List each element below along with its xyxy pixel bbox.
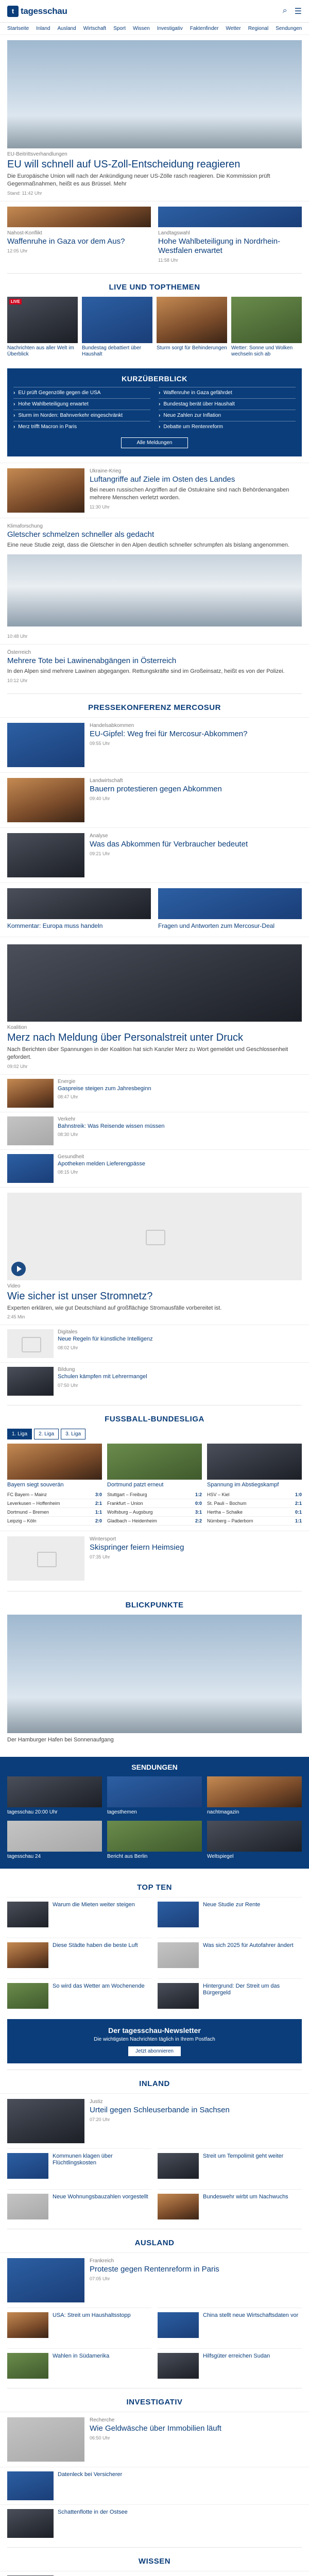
bundesliga-tab[interactable]: 2. Liga (34, 1429, 59, 1439)
bundesliga-match[interactable] (7, 1508, 102, 1517)
kurz-item[interactable]: › Debatte um Rentenreform (159, 421, 296, 432)
section-title-presse: PRESSEKONFERENZ MERCOSUR (7, 693, 302, 717)
small-kicker: Bildung (58, 1367, 75, 1373)
small-headline[interactable]: Neue Regeln für künstliche Intelligenz (58, 1336, 153, 1343)
small-teaser[interactable] (0, 1362, 309, 1400)
sendung-title: nachtmagazin (207, 1809, 239, 1815)
story-teaser[interactable] (0, 772, 309, 827)
section-lead-headline[interactable]: Urteil gegen Schleuserbande in Sachsen (90, 2105, 230, 2114)
bundesliga-match[interactable] (107, 1499, 202, 1508)
bundesliga-module (0, 1429, 309, 1526)
match-score: 1:1 (295, 1518, 302, 1524)
sendung-title: Bericht aus Berlin (107, 1854, 148, 1860)
bundesliga-match[interactable] (107, 1508, 202, 1517)
pair-meta: 11:58 Uhr (158, 257, 178, 263)
politik-headline[interactable]: Merz nach Meldung über Personalstreit unter Druck (7, 1031, 243, 1043)
nav-item[interactable]: Startseite (7, 26, 29, 31)
kurz-item[interactable]: › Waffenruhe in Gaza gefährdet (159, 387, 296, 398)
match-teams: Stuttgart – Freiburg (107, 1492, 147, 1498)
small-meta-row (58, 1383, 147, 1388)
kurz-item[interactable]: › Sturm im Norden: Bahnverkehr eingeschränkt (13, 410, 150, 421)
small-image (7, 1329, 54, 1358)
small-teaser[interactable] (158, 2348, 302, 2383)
small-headline[interactable]: So wird das Wetter am Wochenende (53, 1982, 145, 1989)
small-image (7, 1154, 54, 1183)
newsletter-subtitle: Die wichtigsten Nachrichten täglich in Ihrem Postfach (94, 2036, 215, 2042)
story-kicker: Analyse (90, 833, 108, 839)
story-body (90, 723, 302, 767)
kurz-item[interactable]: › Merz trifft Macron in Paris (13, 421, 150, 432)
sendung-tile[interactable] (207, 1776, 302, 1816)
bundesliga-column (107, 1444, 202, 1526)
match-score: 2:1 (95, 1501, 102, 1506)
story-image (7, 723, 84, 767)
story-teaser[interactable] (0, 463, 309, 518)
story-image (7, 833, 84, 877)
small-meta: 08:30 Uhr (58, 1132, 78, 1138)
menu-icon[interactable]: ☰ (294, 7, 302, 16)
small-teaser[interactable] (158, 2189, 302, 2224)
section-title-blickpunkte: BLICKPUNKTE (7, 1591, 302, 1615)
nav-item[interactable]: Wissen (133, 26, 150, 31)
section-title-investigativ: INVESTIGATIV (7, 2388, 302, 2412)
small-image (7, 1942, 48, 1968)
small-image (158, 2353, 199, 2379)
sendung-image (107, 1776, 202, 1807)
lead-text: Die Europäische Union will nach der Ankündigung neuer US-Zölle rasch reagieren. Die Kommission prüft Gegenmaßnahmen, heißt es aus Brüssel. Mehr (7, 173, 270, 188)
sendung-tile[interactable] (107, 1821, 202, 1860)
match-score: 2:2 (195, 1518, 202, 1524)
small-meta: 08:02 Uhr (58, 1345, 78, 1350)
section-lead[interactable] (0, 2093, 309, 2148)
small-headline[interactable]: Schulen kämpfen mit Lehrermangel (58, 1374, 147, 1380)
pair-meta: 12:05 Uhr (7, 248, 28, 253)
small-headline[interactable]: China stellt neue Wirtschaftsdaten vor (203, 2312, 299, 2318)
story-body (90, 833, 302, 877)
story-meta: 11:30 Uhr (90, 504, 110, 510)
bundesliga-match[interactable] (7, 1490, 102, 1499)
bundesliga-match[interactable] (207, 1517, 302, 1526)
small-meta-row (58, 1170, 145, 1175)
small-teaser[interactable] (0, 2571, 309, 2576)
match-score: 3:1 (195, 1510, 202, 1515)
story-body (90, 778, 302, 822)
small-image (7, 1902, 48, 1927)
match-teams: Leipzig – Köln (7, 1518, 37, 1524)
small-meta: 08:15 Uhr (58, 1170, 78, 1175)
bundesliga-image (207, 1444, 302, 1480)
small-body (58, 2509, 128, 2538)
match-score: 1:1 (95, 1510, 102, 1515)
story-meta: 07:35 Uhr (90, 1554, 110, 1560)
small-meta: 07:50 Uhr (58, 1382, 78, 1388)
pair-teaser[interactable] (158, 207, 302, 263)
play-icon[interactable] (11, 1262, 26, 1276)
small-headline[interactable]: Gaspreise steigen zum Jahresbeginn (58, 1085, 151, 1092)
small-teaser[interactable] (7, 888, 151, 931)
match-teams: Gladbach – Heidenheim (107, 1518, 157, 1524)
live-tile[interactable] (82, 297, 152, 358)
small-teaser[interactable] (7, 1938, 151, 1972)
top-navigation (0, 23, 309, 35)
small-headline[interactable]: Kommentar: Europa muss handeln (7, 922, 103, 929)
sendung-image (7, 1821, 102, 1852)
section-lead-kicker: Recherche (90, 2417, 115, 2423)
small-headline[interactable]: Schattenflotte in der Ostsee (58, 2509, 128, 2515)
small-headline[interactable]: Neue Wohnungsbauzahlen vorgestellt (53, 2193, 148, 2200)
lead-kicker: EU-Beitrittsverhandlungen (7, 151, 67, 157)
small-kicker: Verkehr (58, 1116, 76, 1122)
small-headline[interactable]: USA: Streit um Haushaltsstopp (53, 2312, 131, 2318)
sendungen-panel (0, 1757, 309, 1869)
story-meta-row (90, 796, 302, 801)
small-headline[interactable]: Apotheken melden Lieferengpässe (58, 1160, 146, 1167)
section-lead-headline[interactable]: Proteste gegen Rentenreform in Paris (90, 2264, 219, 2274)
small-headline[interactable]: Hilfsgüter erreichen Sudan (203, 2352, 270, 2359)
sendung-image (7, 1776, 102, 1807)
match-teams: Leverkusen – Hoffenheim (7, 1501, 60, 1506)
small-image (158, 2194, 199, 2219)
bundesliga-match[interactable] (7, 1517, 102, 1526)
small-headline[interactable]: Hintergrund: Der Streit um das Bürgergeld (203, 1982, 280, 1996)
logo-mark: t (7, 6, 19, 17)
match-teams: Wolfsburg – Augsburg (107, 1510, 153, 1515)
politik-kicker: Koalition (7, 1024, 27, 1030)
presse-small (0, 883, 309, 937)
match-score: 2:1 (295, 1501, 302, 1506)
story-teaser[interactable] (0, 827, 309, 883)
story-headline[interactable]: Skispringer feiern Heimsieg (90, 1543, 184, 1552)
small-teaser[interactable] (0, 2467, 309, 2504)
small-kicker: Digitales (58, 1329, 78, 1335)
story-headline[interactable]: Mehrere Tote bei Lawinenabgängen in Österreich (7, 656, 177, 666)
nav-item[interactable]: Wirtschaft (83, 26, 107, 31)
story-text: Eine neue Studie zeigt, dass die Gletscher in den Alpen deutlich schneller schrumpfen als bislang angenommen. (7, 541, 289, 548)
site-header (0, 0, 309, 23)
sendung-image (107, 1821, 202, 1852)
story-headline[interactable]: Bauern protestieren gegen Abkommen (90, 784, 222, 793)
match-teams: HSV – Kiel (207, 1492, 230, 1498)
small-teaser[interactable] (158, 1938, 302, 1972)
pair-image (7, 207, 151, 227)
nav-item[interactable]: Sport (113, 26, 126, 31)
logo-name: tagesschau (21, 6, 67, 16)
bundesliga-headline[interactable]: Spannung im Abstiegskampf (207, 1482, 279, 1488)
small-body (58, 2471, 122, 2500)
section-lead-meta: 06:50 Uhr (90, 2435, 110, 2441)
story-text: Bei neuen russischen Angriffen auf die Ostukraine sind nach Behördenangaben mehrere Menschen verletzt worden. (90, 486, 289, 501)
story-kicker: Landwirtschaft (90, 777, 123, 784)
sendungen-title: SENDUNGEN (131, 1762, 178, 1771)
small-headline[interactable]: Streit um Tempolimit geht weiter (203, 2153, 284, 2159)
small-meta-row (58, 1345, 153, 1350)
small-image (7, 2471, 54, 2500)
nav-item[interactable]: Sendungen (276, 26, 302, 31)
nav-item[interactable]: Faktenfinder (190, 26, 219, 31)
live-tile-title: Sturm sorgt für Behinderungen (157, 345, 227, 351)
section-lead-meta: 07:20 Uhr (90, 2116, 110, 2122)
small-image (7, 2153, 48, 2179)
match-score: 0:1 (295, 1510, 302, 1515)
lead-pair (0, 201, 309, 268)
bundesliga-image (7, 1444, 102, 1480)
nav-item[interactable]: Wetter (226, 26, 241, 31)
kurz-item[interactable]: › Bundestag berät über Haushalt (159, 398, 296, 410)
story-headline[interactable]: Gletscher schmelzen schneller als gedacht (7, 530, 154, 539)
politik-text: Nach Berichten über Spannungen in der Koalition hat sich Kanzler Merz zu Wort gemeldet und Geschlossenheit gefordert. (7, 1046, 288, 1061)
small-body (58, 1329, 153, 1358)
kurz-title: KURZÜBERBLICK (122, 374, 187, 383)
sendung-image (207, 1776, 302, 1807)
small-headline[interactable]: Fragen und Antworten zum Mercosur-Deal (158, 922, 275, 929)
match-teams: Nürnberg – Paderborn (207, 1518, 253, 1524)
story-meta: 10:12 Uhr (7, 677, 28, 683)
small-image (158, 1902, 199, 1927)
newsletter-title: Der tagesschau-Newsletter (108, 2026, 201, 2035)
lead-meta: Stand: 11:42 Uhr (7, 190, 42, 196)
small-headline[interactable]: Wahlen in Südamerika (53, 2352, 110, 2359)
bundesliga-match[interactable] (207, 1490, 302, 1499)
small-image (7, 1983, 48, 2009)
small-image (7, 2194, 48, 2219)
match-score: 3:0 (95, 1492, 102, 1498)
small-image (158, 2153, 199, 2179)
sendung-title: Weltspiegel (207, 1854, 234, 1860)
story-meta-row (90, 851, 302, 856)
small-image (158, 1942, 199, 1968)
section-title-wissen: WISSEN (7, 2547, 302, 2571)
story-headline[interactable]: Was das Abkommen für Verbraucher bedeutet (90, 839, 248, 849)
section-lead-kicker: Justiz (90, 2098, 103, 2105)
small-teaser[interactable] (158, 888, 302, 931)
nav-item[interactable]: Regional (248, 26, 269, 31)
nav-item[interactable]: Inland (36, 26, 50, 31)
small-teaser[interactable] (7, 2148, 151, 2183)
story-teaser[interactable] (0, 717, 309, 772)
video-text: Experten erklären, wie gut Deutschland auf großflächige Stromausfälle vorbereitet ist. (7, 1304, 222, 1311)
small-teaser[interactable] (0, 1149, 309, 1187)
live-tile[interactable] (231, 297, 302, 358)
blickpunkte-teaser[interactable] (0, 1615, 309, 1749)
lead-teaser[interactable] (0, 40, 309, 201)
story-meta-row (90, 741, 302, 746)
match-teams: St. Pauli – Bochum (207, 1501, 247, 1506)
bundesliga-match[interactable] (207, 1499, 302, 1508)
small-teaser[interactable] (158, 1897, 302, 1931)
small-teaser[interactable] (7, 2308, 151, 2342)
section-title-topten: TOP TEN (137, 1883, 172, 1892)
pair-headline[interactable]: Hohe Wahlbeteiligung in Nordrhein-Westfalen erwartet (158, 236, 281, 255)
section-title-live: LIVE UND TOPTHEMEN (7, 273, 302, 297)
bundesliga-headline[interactable]: Dortmund patzt erneut (107, 1482, 164, 1488)
kurz-item[interactable]: › EU prüft Gegenzölle gegen die USA (13, 387, 150, 398)
bundesliga-tab[interactable]: 1. Liga (7, 1429, 32, 1439)
section-title-bundesliga: FUSSBALL-BUNDESLIGA (7, 1405, 302, 1429)
sendung-image (207, 1821, 302, 1852)
small-kicker: Gesundheit (58, 1154, 84, 1160)
live-tile-title: Nachrichten aus aller Welt im Überblick (7, 345, 74, 358)
small-image (7, 1079, 54, 1108)
story-meta: 09:21 Uhr (90, 851, 110, 856)
nav-item[interactable]: Ausland (57, 26, 76, 31)
kurz-item[interactable]: › Hohe Wahlbeteiligung erwartet (13, 398, 150, 410)
search-icon[interactable]: ⌕ (282, 6, 287, 15)
video-kicker: Video (7, 1283, 21, 1289)
small-teaser[interactable] (7, 2189, 151, 2224)
match-teams: FC Bayern – Mainz (7, 1492, 47, 1498)
story-kicker: Wintersport (90, 1536, 116, 1543)
story-kicker: Ukraine-Krieg (90, 468, 122, 474)
politik-teaser[interactable] (0, 937, 309, 1074)
pair-kicker: Landtagswahl (158, 230, 190, 236)
bundesliga-tab[interactable]: 3. Liga (61, 1429, 85, 1439)
bundesliga-column (7, 1444, 102, 1526)
story-meta: 10:48 Uhr (7, 634, 28, 639)
sendung-tile[interactable] (207, 1821, 302, 1860)
small-image (7, 2509, 54, 2538)
story-kicker: Klimaforschung (7, 523, 43, 529)
pair-kicker: Nahost-Konflikt (7, 230, 42, 236)
live-strip (0, 297, 309, 362)
live-tile-title: Wetter: Sonne und Wolken wechseln sich ab (231, 345, 293, 358)
small-teaser[interactable] (0, 1325, 309, 1362)
story-meta: 09:55 Uhr (90, 740, 110, 746)
video-headline[interactable]: Wie sicher ist unser Stromnetz? (7, 1290, 153, 1302)
match-score: 2:0 (95, 1518, 102, 1524)
small-headline[interactable]: Diese Städte haben die beste Luft (53, 1942, 138, 1948)
bundesliga-match[interactable] (207, 1508, 302, 1517)
kurzueberblick-box (7, 368, 302, 456)
sendung-tile[interactable] (107, 1776, 202, 1816)
lead-headline[interactable]: EU will schnell auf US-Zoll-Entscheidung reagieren (7, 159, 241, 170)
small-image (7, 1367, 54, 1396)
small-meta-row (58, 1094, 151, 1099)
small-headline[interactable]: Neue Studie zur Rente (203, 1901, 261, 1908)
small-image (7, 2312, 48, 2338)
small-image (158, 2312, 199, 2338)
small-teaser[interactable] (7, 2348, 151, 2383)
nav-item[interactable]: Investigativ (157, 26, 183, 31)
live-badge: LIVE (9, 299, 22, 304)
bundesliga-match[interactable] (107, 1517, 202, 1526)
small-meta-row (58, 1132, 164, 1137)
sendung-tile[interactable] (7, 1776, 102, 1816)
small-teaser[interactable] (158, 1978, 302, 2013)
section-lead[interactable] (0, 2412, 309, 2467)
politik-meta: 09:02 Uhr (7, 1063, 28, 1069)
bundesliga-image (107, 1444, 202, 1480)
small-image (158, 1983, 199, 2009)
logo[interactable] (7, 6, 67, 17)
small-kicker: Energie (58, 1078, 76, 1084)
sendung-title: tagesthemen (107, 1809, 137, 1815)
small-teaser[interactable] (7, 1978, 151, 2013)
small-teaser[interactable] (158, 2148, 302, 2183)
kurz-item[interactable]: › Neue Zahlen zur Inflation (159, 410, 296, 421)
story-image (7, 778, 84, 822)
small-body (58, 1367, 147, 1396)
lead-image (7, 40, 302, 148)
live-tile[interactable] (7, 297, 78, 358)
section-lead-meta: 07:05 Uhr (90, 2276, 110, 2281)
small-headline[interactable]: Bundeswehr wirbt um Nachwuchs (203, 2193, 288, 2200)
all-news-button[interactable]: Alle Meldungen (121, 437, 188, 448)
story-headline[interactable]: EU-Gipfel: Weg frei für Mercosur-Abkommen? (90, 729, 248, 738)
video-meta: 2:45 Min (7, 1314, 25, 1320)
story-teaser[interactable] (0, 1531, 309, 1586)
small-headline[interactable]: Was sich 2025 für Autofahrer ändert (203, 1942, 294, 1948)
match-score: 0:0 (195, 1501, 202, 1506)
section-title-ausland: AUSLAND (7, 2229, 302, 2252)
story-kicker: Österreich (7, 650, 31, 656)
story-headline[interactable]: Luftangriffe auf Ziele im Osten des Landes (90, 474, 235, 484)
story-meta: 09:40 Uhr (90, 795, 110, 801)
small-headline[interactable]: Datenleck bei Versicherer (58, 2471, 123, 2478)
small-teaser[interactable] (0, 1074, 309, 1112)
small-body (58, 1079, 151, 1108)
small-teaser[interactable] (0, 1112, 309, 1149)
bundesliga-match[interactable] (7, 1499, 102, 1508)
story-text: In den Alpen sind mehrere Lawinen abgegangen. Rettungskräfte sind im Großeinsatz, heißt es von der Polizei. (7, 668, 285, 675)
match-teams: Hertha – Schalke (207, 1510, 243, 1515)
blickpunkte-caption: Der Hamburger Hafen bei Sonnenaufgang (7, 1737, 114, 1743)
section-title-inland: INLAND (7, 2070, 302, 2093)
newsletter-box (7, 2019, 302, 2063)
small-headline[interactable]: Kommunen klagen über Flüchtlingskosten (53, 2153, 113, 2166)
section-lead[interactable] (0, 2252, 309, 2308)
bundesliga-headline[interactable]: Bayern siegt souverän (7, 1482, 64, 1488)
sendung-title: tagesschau 20:00 Uhr (7, 1809, 58, 1815)
small-meta: 08:47 Uhr (58, 1094, 78, 1100)
sendung-tile[interactable] (7, 1821, 102, 1860)
pair-image (158, 207, 302, 227)
video-teaser[interactable] (0, 1187, 309, 1325)
small-headline[interactable]: Bahnstreik: Was Reisende wissen müssen (58, 1123, 165, 1129)
sendung-title: tagesschau 24 (7, 1854, 41, 1860)
match-teams: Dortmund – Bremen (7, 1510, 49, 1515)
story-teaser[interactable] (0, 644, 309, 688)
story-kicker: Handelsabkommen (90, 722, 134, 728)
section-lead-headline[interactable]: Wie Geldwäsche über Immobilien läuft (90, 2424, 221, 2433)
bundesliga-match[interactable] (107, 1490, 202, 1499)
small-image (7, 1116, 54, 1145)
small-body (58, 1116, 164, 1145)
pair-headline[interactable]: Waffenruhe in Gaza vor dem Aus? (7, 236, 125, 246)
newsletter-button[interactable]: Jetzt abonnieren (128, 2046, 181, 2056)
section-lead-kicker: Frankreich (90, 2258, 114, 2264)
match-score: 1:0 (295, 1492, 302, 1498)
pair-teaser[interactable] (7, 207, 151, 263)
match-score: 1:2 (195, 1492, 202, 1498)
small-teaser[interactable] (7, 1897, 151, 1931)
small-image (7, 2353, 48, 2379)
story-teaser[interactable] (0, 518, 309, 644)
live-tile[interactable] (157, 297, 227, 358)
live-tile-title: Bundestag debattiert über Haushalt (82, 345, 142, 358)
small-teaser[interactable] (0, 2504, 309, 2542)
bundesliga-column (207, 1444, 302, 1526)
small-body (58, 1154, 145, 1183)
small-teaser[interactable] (158, 2308, 302, 2342)
match-teams: Frankfurt – Union (107, 1501, 143, 1506)
small-headline[interactable]: Warum die Mieten weiter steigen (53, 1901, 135, 1908)
